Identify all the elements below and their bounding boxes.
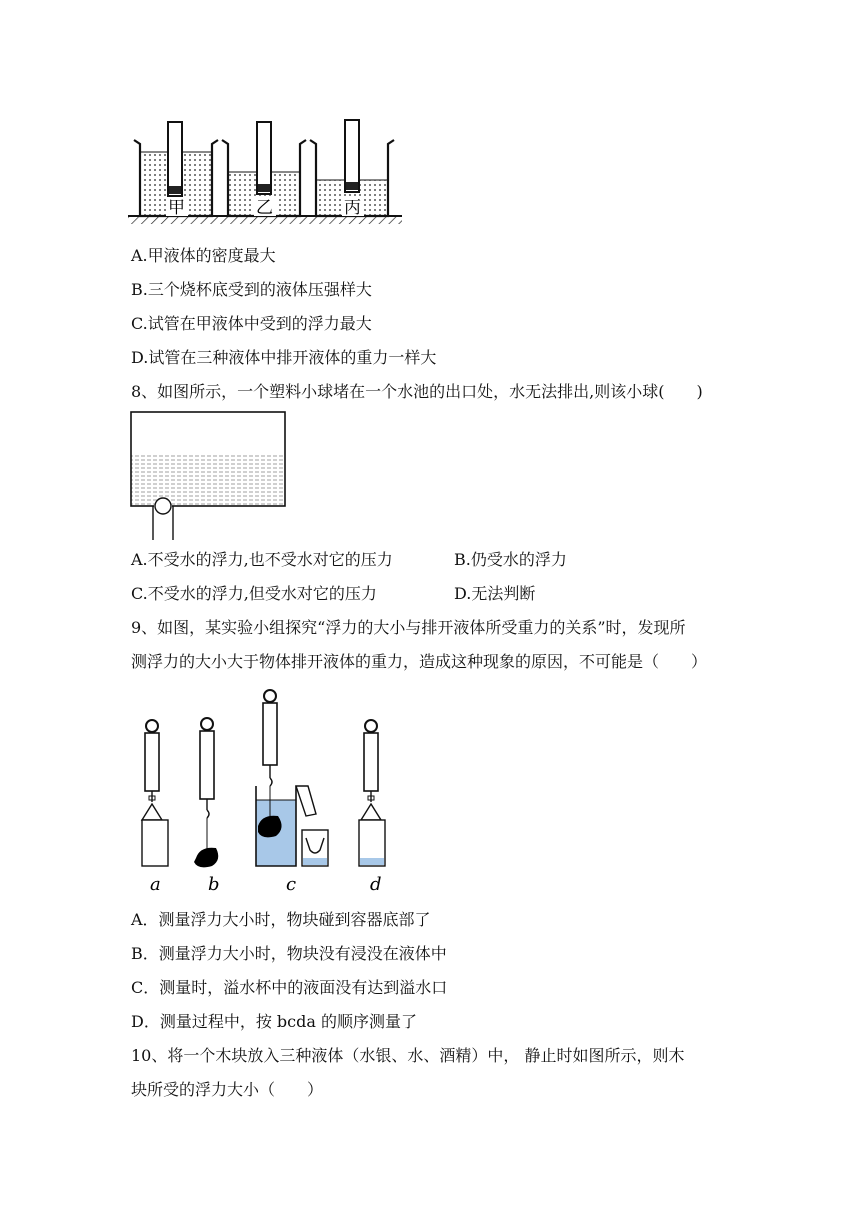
spring-scale-c-overflow-cup [256, 690, 328, 866]
fig-label-b: b [208, 874, 220, 895]
spring-scale-a [142, 720, 168, 866]
q7-option-d: D.试管在三种液体中排开液体的重力一样大 [131, 348, 437, 367]
spring-scale-b [194, 718, 218, 867]
q7-option-b: B.三个烧杯底受到的液体压强样大 [131, 280, 372, 299]
plastic-ball [155, 498, 171, 514]
q9-option-a: A．测量浮力大小时，物块碰到容器底部了 [131, 910, 431, 929]
q7-option-a: A.甲液体的密度最大 [131, 246, 276, 265]
fig-label-d: d [370, 874, 382, 895]
q7-option-c: C.试管在甲液体中受到的浮力最大 [131, 314, 372, 333]
q8-option-c: C.不受水的浮力,但受水对它的压力 [131, 584, 377, 603]
q8-pool-figure [129, 410, 289, 542]
label-bing: 丙 [344, 198, 361, 218]
fig-label-c: c [286, 874, 297, 895]
q9-stem-line2: 测浮力的大小大于物体排开液体的重力，造成这种现象的原因，不可能是（ ） [131, 652, 708, 671]
q7-beakers-figure [128, 118, 402, 230]
q8-stem: 8、如图所示，一个塑料小球堵在一个水池的出口处，水无法排出,则该小球( ) [131, 382, 703, 401]
label-jia: 甲 [168, 198, 185, 218]
q9-stem-line1: 9、如图，某实验小组探究“浮力的大小与排开液体所受重力的关系”时，发现所 [131, 618, 686, 637]
fig-label-a: a [150, 874, 161, 895]
q10-stem-line2: 块所受的浮力大小（ ） [131, 1080, 324, 1099]
label-yi: 乙 [256, 198, 273, 218]
spring-scale-d [359, 720, 385, 866]
q8-option-b: B.仍受水的浮力 [454, 550, 567, 569]
q8-option-a: A.不受水的浮力,也不受水对它的压力 [131, 550, 393, 569]
q9-option-d: D．测量过程中，按 bcda 的顺序测量了 [131, 1012, 417, 1031]
q9-experiment-figure [130, 686, 400, 896]
q8-option-d: D.无法判断 [454, 584, 536, 603]
q10-stem-line1: 10、将一个木块放入三种液体（水银、水、酒精）中， 静止时如图所示，则木 [131, 1046, 685, 1065]
q9-option-c: C．测量时，溢水杯中的液面没有达到溢水口 [131, 978, 448, 997]
q9-option-b: B．测量浮力大小时，物块没有浸没在液体中 [131, 944, 447, 963]
